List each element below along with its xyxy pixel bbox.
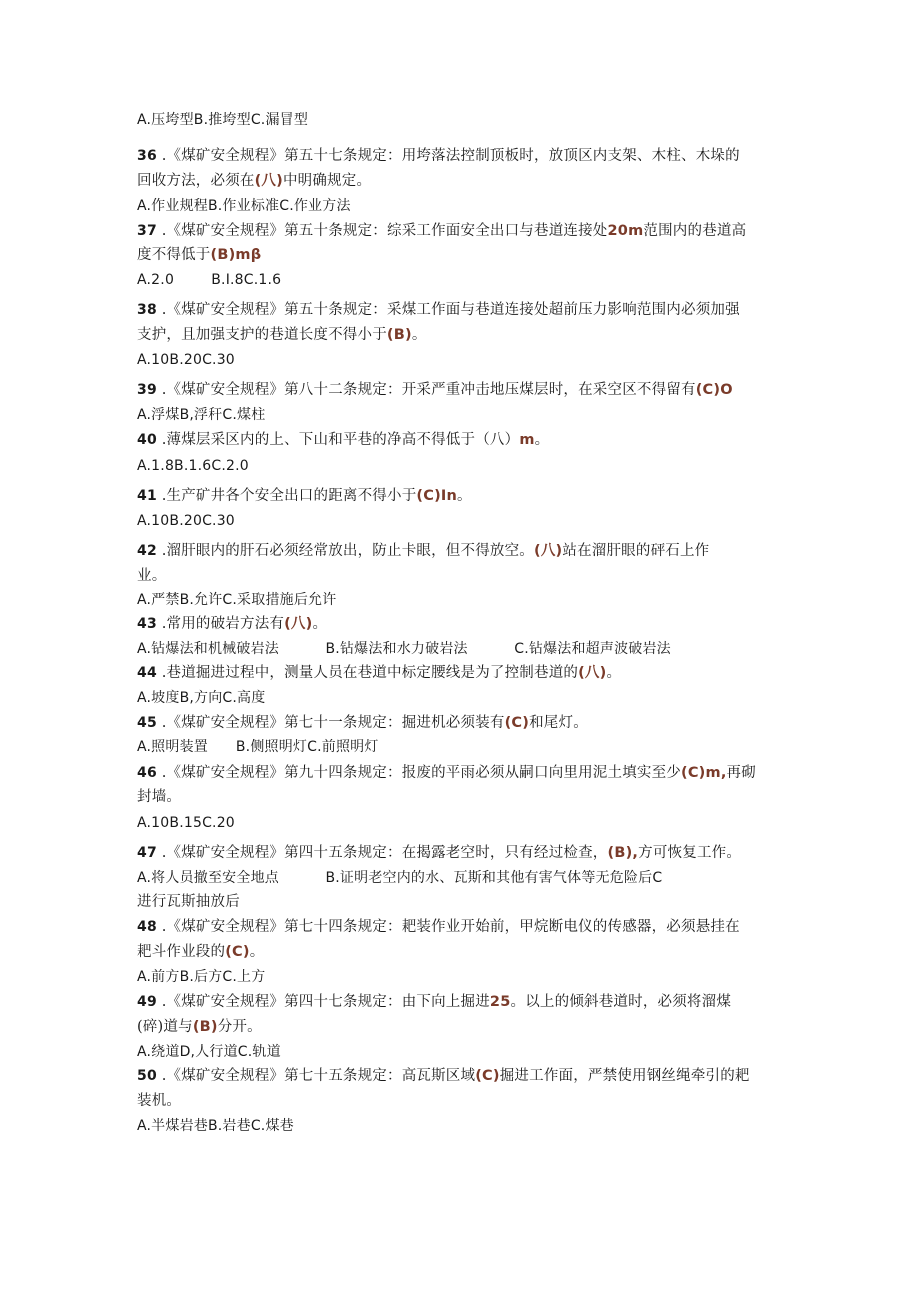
answer-39: (C)O <box>695 382 733 398</box>
options-46: A.10B.15C.20 <box>137 815 235 831</box>
question-48: 48 .《煤矿安全规程》第七十四条规定：耙装作业开始前，甲烷断电仪的传感器，必须悬挂在 <box>137 919 740 935</box>
question-39: 39 .《煤矿安全规程》第八十二条规定：开采严重冲击地压煤层时，在采空区不得留有(C)O <box>137 382 733 398</box>
question-44: 44 .巷道掘进过程中，测量人员在巷道中标定腰线是为了控制巷道的(八)。 <box>137 665 622 681</box>
question-38: 38 .《煤矿安全规程》第五十条规定：采煤工作面与巷道连接处超前压力影响范围内必须加强 <box>137 302 740 318</box>
options-38: A.10B.20C.30 <box>137 352 235 368</box>
options-44: A.坡度B,方向C.高度 <box>137 690 266 706</box>
answer-40: m <box>519 432 535 448</box>
answer-46: (C)m, <box>681 765 727 781</box>
options-42: A.严禁B.允许C.采取措施后允许 <box>137 592 337 608</box>
answer-45: (C) <box>504 715 530 731</box>
question-50: 50 .《煤矿安全规程》第七十五条规定：高瓦斯区域(C)掘进工作面，严禁使用钢丝绳牵引的耙 <box>137 1068 750 1084</box>
answer-36: (八) <box>254 173 283 189</box>
question-48-cont: 耙斗作业段的(C)。 <box>137 944 265 960</box>
question-43: 43 .常用的破岩方法有(八)。 <box>137 616 328 632</box>
question-46: 46 .《煤矿安全规程》第九十四条规定：报废的平雨必须从嗣口向里用泥土填实至少(C)m,再砌 <box>137 765 756 781</box>
answer-43: (八) <box>284 616 313 632</box>
options-47-cont: 进行瓦斯抽放后 <box>137 894 240 910</box>
question-37-cont: 度不得低于(B)mβ <box>137 247 262 263</box>
question-40: 40 .薄煤层采区内的上、下山和平巷的净高不得低于（八）m。 <box>137 432 550 448</box>
answer-44: (八) <box>578 665 607 681</box>
options-50: A.半煤岩巷B.岩巷C.煤巷 <box>137 1118 294 1134</box>
question-42: 42 .溜肝眼内的肝石必须经常放出，防止卡眼，但不得放空。(八)站在溜肝眼的砰石上作 <box>137 543 710 559</box>
answer-42: (八) <box>534 543 563 559</box>
answer-37: (B)mβ <box>210 247 262 263</box>
options-47: A.将人员撤至安全地点 B.证明老空内的水、瓦斯和其他有害气体等无危险后C <box>137 870 663 886</box>
question-49: 49 .《煤矿安全规程》第四十七条规定：由下向上掘进25。以上的倾斜巷道时，必须将溜煤 <box>137 994 732 1010</box>
question-47: 47 .《煤矿安全规程》第四十五条规定：在揭露老空时，只有经过检查，(B),方可恢复工作。 <box>137 845 742 861</box>
options-48: A.前方B.后方C.上方 <box>137 969 266 985</box>
options-35: A.压垮型B.推垮型C.漏冒型 <box>137 112 309 128</box>
answer-41: (C)In <box>416 488 458 504</box>
answer-49: (B) <box>192 1019 218 1035</box>
question-49-cont: (碎)道与(B)分开。 <box>137 1019 262 1035</box>
options-49: A.绕道D,人行道C.轨道 <box>137 1044 281 1060</box>
question-37: 37 .《煤矿安全规程》第五十条规定：综采工作面安全出口与巷道连接处20m范围内的巷道高 <box>137 223 747 239</box>
options-41: A.10B.20C.30 <box>137 513 235 529</box>
options-39: A.浮煤B,浮秆C.煤柱 <box>137 407 266 423</box>
question-38-cont: 支护，且加强支护的巷道长度不得小于(B)。 <box>137 327 427 343</box>
options-43: A.钻爆法和机械破岩法 B.钻爆法和水力破岩法 C.钻爆法和超声波破岩法 <box>137 641 671 657</box>
question-46-cont: 封墙。 <box>137 789 182 805</box>
question-45: 45 .《煤矿安全规程》第七十一条规定：掘进机必须装有(C)和尾灯。 <box>137 715 588 731</box>
answer-50: (C) <box>475 1068 500 1084</box>
question-36: 36 .《煤矿安全规程》第五十七条规定：用垮落法控制顶板时，放顶区内支架、木柱、木垛的 <box>137 148 740 164</box>
question-50-cont: 装机。 <box>137 1093 182 1109</box>
question-42-cont: 业。 <box>137 568 167 584</box>
answer-48: (C) <box>225 944 250 960</box>
answer-47: (B), <box>607 845 639 861</box>
options-36: A.作业规程B.作业标准C.作业方法 <box>137 198 351 214</box>
options-37: A.2.0 B.I.8C.1.6 <box>137 272 282 288</box>
options-40: A.1.8B.1.6C.2.0 <box>137 458 249 474</box>
question-36-cont: 回收方法，必须在(八)中明确规定。 <box>137 173 372 189</box>
answer-38: (B) <box>386 327 412 343</box>
question-41: 41 .生产矿井各个安全出口的距离不得小于(C)In。 <box>137 488 472 504</box>
options-45: A.照明装置 B.侧照明灯C.前照明灯 <box>137 739 379 755</box>
